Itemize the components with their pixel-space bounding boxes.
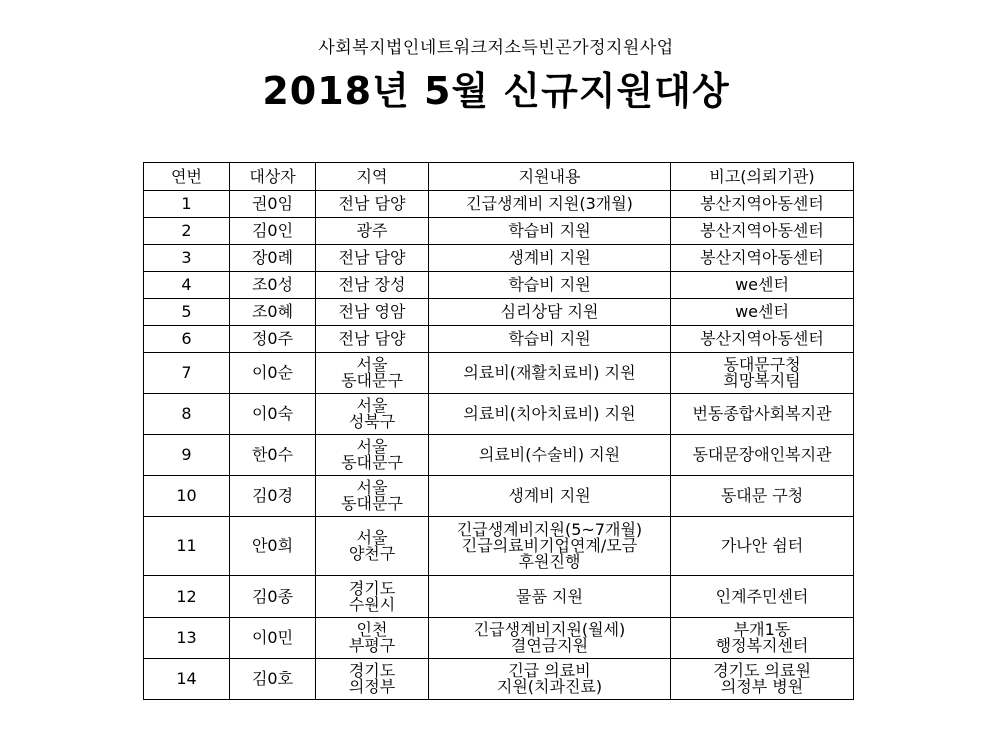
region-cell-line: 의정부 — [348, 677, 396, 696]
region-cell-line: 광주 — [356, 221, 388, 240]
support-cell — [429, 272, 671, 299]
support-cell — [429, 353, 671, 394]
note-cell — [671, 476, 854, 517]
region-cell-line: 서울 — [356, 396, 388, 415]
note-cell — [671, 659, 854, 700]
region-cell — [316, 394, 429, 435]
table-row — [144, 218, 854, 245]
region-cell-line: 전남 영암 — [338, 302, 406, 321]
support-cell-line: 긴급생계비지원(월세) — [473, 620, 626, 639]
recipient-cell: 김0종 — [230, 576, 316, 618]
region-cell — [316, 245, 429, 272]
region-cell-line: 성북구 — [348, 412, 396, 431]
table-row — [144, 191, 854, 218]
region-cell-line: 전남 담양 — [338, 194, 406, 213]
region-cell — [316, 576, 429, 618]
note-cell-line: 봉산지역아동센터 — [700, 329, 824, 348]
recipient-cell: 조0혜 — [230, 299, 316, 326]
support-cell-line: 긴급 의료비 — [508, 661, 591, 680]
note-cell — [671, 299, 854, 326]
row-number-cell: 7 — [144, 353, 230, 394]
note-cell-line: 부개1동 — [733, 620, 791, 639]
row-number-cell: 5 — [144, 299, 230, 326]
recipient-cell: 이0민 — [230, 618, 316, 659]
note-cell-line: we센터 — [735, 302, 789, 321]
recipient-cell: 이0순 — [230, 353, 316, 394]
support-cell-line: 심리상담 지원 — [500, 302, 599, 321]
region-cell-line: 경기도 — [348, 578, 396, 598]
note-cell-line: 행정복지센터 — [715, 636, 809, 655]
table-row — [144, 299, 854, 326]
table-row — [144, 326, 854, 353]
region-cell-line: 전남 장성 — [338, 275, 406, 294]
table-row — [144, 517, 854, 576]
recipient-cell: 김0인 — [230, 218, 316, 245]
table-row — [144, 476, 854, 517]
support-cell-line: 물품 지원 — [516, 586, 583, 606]
support-cell — [429, 326, 671, 353]
note-cell-line: 동대문 구청 — [720, 486, 804, 505]
region-cell-line: 동대문구 — [341, 453, 403, 472]
organization-subtitle: 사회복지법인네트워크저소득빈곤가정지원사업 — [318, 38, 674, 58]
column-header-region: 지역 — [316, 163, 429, 191]
region-cell-line: 경기도 — [348, 661, 396, 680]
column-header-number: 연번 — [144, 163, 230, 191]
recipient-cell: 안0희 — [230, 517, 316, 576]
support-cell — [429, 476, 671, 517]
support-cell-line: 학습비 지원 — [508, 275, 591, 294]
row-number-cell: 6 — [144, 326, 230, 353]
header-row — [144, 163, 854, 191]
support-cell-line: 긴급의료비기업연계/모금 — [461, 536, 638, 555]
note-cell-line: 번동종합사회복지관 — [692, 404, 832, 423]
row-number-cell: 13 — [144, 618, 230, 659]
note-cell-line: 인계주민센터 — [715, 586, 809, 606]
row-number-cell: 10 — [144, 476, 230, 517]
support-cell-line: 후원진행 — [518, 552, 581, 571]
column-header-support: 지원내용 — [429, 163, 671, 191]
note-cell — [671, 272, 854, 299]
region-cell — [316, 272, 429, 299]
region-cell-line: 서울 — [356, 478, 388, 497]
column-header-recipient: 대상자 — [230, 163, 316, 191]
region-cell — [316, 218, 429, 245]
region-cell — [316, 517, 429, 576]
support-cell-line: 학습비 지원 — [508, 329, 591, 348]
support-cell — [429, 659, 671, 700]
region-cell — [316, 191, 429, 218]
row-number-cell: 4 — [144, 272, 230, 299]
support-cell-line: 의료비(치아치료비) 지원 — [463, 404, 636, 423]
region-cell-line: 서울 — [356, 355, 388, 374]
support-cell — [429, 618, 671, 659]
region-cell — [316, 435, 429, 476]
note-cell — [671, 576, 854, 618]
region-cell-line: 인천 — [356, 620, 388, 639]
note-cell — [671, 435, 854, 476]
note-cell — [671, 394, 854, 435]
table-row — [144, 659, 854, 700]
support-cell — [429, 218, 671, 245]
note-cell-line: 가나안 쉼터 — [720, 536, 804, 555]
support-table — [143, 162, 854, 700]
note-cell-line: 의정부 병원 — [720, 677, 804, 696]
note-cell-line: we센터 — [735, 275, 789, 294]
note-cell-line: 봉산지역아동센터 — [700, 248, 824, 267]
note-cell-line: 봉산지역아동센터 — [700, 194, 824, 213]
support-cell-line: 의료비(재활치료비) 지원 — [463, 363, 636, 382]
row-number-cell: 8 — [144, 394, 230, 435]
recipient-cell: 장0례 — [230, 245, 316, 272]
note-cell — [671, 245, 854, 272]
region-cell-line: 전남 담양 — [338, 329, 406, 348]
support-cell-line: 생계비 지원 — [508, 486, 591, 505]
table-row — [144, 245, 854, 272]
support-cell — [429, 576, 671, 618]
recipient-cell: 김0경 — [230, 476, 316, 517]
region-cell — [316, 618, 429, 659]
recipient-cell: 권0임 — [230, 191, 316, 218]
support-cell — [429, 435, 671, 476]
note-cell — [671, 618, 854, 659]
region-cell-line: 서울 — [356, 528, 388, 547]
row-number-cell: 1 — [144, 191, 230, 218]
page-title: 2018년 5월 신규지원대상 — [262, 69, 730, 113]
support-cell-line: 의료비(수술비) 지원 — [478, 445, 621, 464]
recipient-cell: 정0주 — [230, 326, 316, 353]
region-cell-line: 동대문구 — [341, 494, 403, 513]
note-cell — [671, 218, 854, 245]
support-cell — [429, 394, 671, 435]
region-cell — [316, 326, 429, 353]
region-cell — [316, 299, 429, 326]
support-cell-line: 학습비 지원 — [508, 221, 591, 240]
table-row — [144, 576, 854, 618]
support-cell-line: 긴급생계비 지원(3개월) — [466, 194, 633, 213]
recipient-cell: 한0수 — [230, 435, 316, 476]
region-cell-line: 양천구 — [348, 544, 396, 563]
support-cell — [429, 245, 671, 272]
note-cell — [671, 517, 854, 576]
region-cell — [316, 476, 429, 517]
support-cell — [429, 191, 671, 218]
column-header-note: 비고(의뢰기관) — [671, 163, 854, 191]
table-row — [144, 394, 854, 435]
note-cell-line: 희망복지팀 — [723, 371, 801, 390]
note-cell-line: 봉산지역아동센터 — [700, 221, 824, 240]
note-cell-line: 동대문구청 — [723, 355, 801, 374]
row-number-cell: 11 — [144, 517, 230, 576]
row-number-cell: 14 — [144, 659, 230, 700]
table-row — [144, 618, 854, 659]
row-number-cell: 12 — [144, 576, 230, 618]
recipient-cell: 김0호 — [230, 659, 316, 700]
region-cell-line: 동대문구 — [341, 371, 403, 390]
row-number-cell: 3 — [144, 245, 230, 272]
region-cell — [316, 659, 429, 700]
note-cell-line: 경기도 의료원 — [713, 661, 811, 680]
region-cell-line: 전남 담양 — [338, 248, 406, 267]
recipient-cell: 이0숙 — [230, 394, 316, 435]
recipient-cell: 조0성 — [230, 272, 316, 299]
table-row — [144, 435, 854, 476]
support-cell — [429, 299, 671, 326]
table-row — [144, 272, 854, 299]
support-cell-line: 지원(치과진료) — [496, 677, 603, 696]
region-cell-line: 수원시 — [348, 594, 396, 614]
table-body — [144, 191, 854, 700]
region-cell — [316, 353, 429, 394]
support-cell — [429, 517, 671, 576]
region-cell-line: 부평구 — [348, 636, 396, 655]
note-cell — [671, 326, 854, 353]
support-cell-line: 결연금지원 — [510, 636, 589, 655]
support-cell-line: 긴급생계비지원(5~7개월) — [456, 520, 643, 539]
note-cell — [671, 191, 854, 218]
region-cell-line: 서울 — [356, 437, 388, 456]
note-cell-line: 동대문장애인복지관 — [692, 445, 832, 464]
table-row — [144, 353, 854, 394]
note-cell — [671, 353, 854, 394]
row-number-cell: 2 — [144, 218, 230, 245]
support-cell-line: 생계비 지원 — [508, 248, 591, 267]
row-number-cell: 9 — [144, 435, 230, 476]
